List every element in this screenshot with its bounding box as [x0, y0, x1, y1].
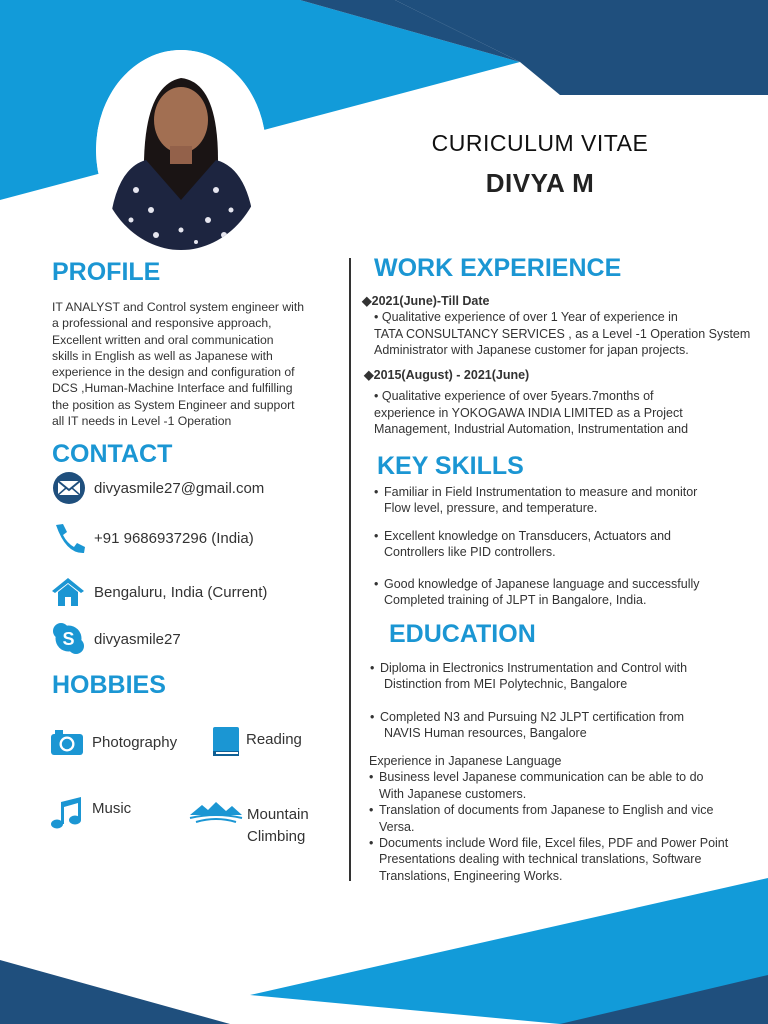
- diamond-bullet-icon: ◆: [364, 368, 374, 382]
- music-note-icon: [50, 796, 84, 830]
- hobby-label: Photography: [92, 733, 178, 751]
- japanese-experience-heading: Experience in Japanese Language: [369, 754, 562, 768]
- hobby-label: Music: [92, 799, 132, 817]
- hobby-label: Reading: [246, 730, 302, 748]
- email-link[interactable]: divyasmile27@gmail.com: [94, 479, 265, 497]
- skype-icon: [52, 622, 88, 656]
- job-period: 2021(June)-Till Date: [371, 294, 490, 308]
- profile-text: IT ANALYST and Control system engineer with a professional and responsive approach, Excellent written and oral communication skills in English as well as Japanese with experience in the design and configuration of DCS ,Human-Machine Interface and fulfilling the position as System Engineer and support all IT needs in Level -1 Operation: [52, 300, 304, 429]
- skill-item: • Good knowledge of Japanese language and successfully Completed training of JLPT in Bangalore, India.: [372, 576, 757, 609]
- book-icon: [210, 726, 242, 758]
- candidate-name: DIVYA M: [485, 168, 595, 198]
- document-title: CURICULUM VITAE: [431, 130, 649, 156]
- skype-text: divyasmile27: [94, 630, 181, 648]
- skill-item: • Excellent knowledge on Transducers, Actuators and Controllers like PID controllers.: [372, 528, 757, 561]
- profile-heading: PROFILE: [52, 258, 161, 286]
- profile-photo: [96, 50, 266, 250]
- education-item: • Completed N3 and Pursuing N2 JLPT certification from NAVIS Human resources, Bangalore: [368, 709, 758, 742]
- job-entry-tcs: ◆2021(June)-Till Date • Qualitative experience of over 1 Year of experience in TATA CONSULTANCY SERVICES , as a Level -1 Operation System Administrator with Japanese customer for japan projects.: [362, 294, 751, 358]
- location-text: Bengaluru, India (Current): [94, 583, 268, 601]
- contact-email: [52, 472, 264, 504]
- contact-location: [52, 576, 267, 608]
- column-divider: [349, 258, 351, 881]
- phone-icon: [52, 522, 88, 554]
- mountain-icon: [188, 800, 244, 829]
- svg-text:S: S: [62, 629, 75, 649]
- envelope-icon: [52, 472, 88, 504]
- home-icon: [52, 576, 88, 608]
- hobby-reading: [210, 726, 302, 758]
- camera-icon: [50, 728, 84, 756]
- work-experience-heading: WORK EXPERIENCE: [374, 254, 622, 282]
- job-entry-yokogawa: ◆2015(August) - 2021(June) • Qualitative experience of over 5years.7months of experience in YOKOGAWA INDIA LIMITED as a Project Management, Industrial Automation, Instrumentation and: [364, 368, 689, 437]
- education-heading: EDUCATION: [389, 620, 536, 648]
- key-skills-heading: KEY SKILLS: [377, 452, 524, 480]
- japanese-experience-section: Experience in Japanese Language • Business level Japanese communication can be able to do With Japanese customers. • Translation of documents from Japanese to English and vice Versa. • Documents include Word file, Excel files, PDF and Power Point Presentations dealing with technical translations, Software Translations, Engineering Works.: [369, 753, 759, 884]
- contact-skype: [52, 622, 181, 656]
- hobby-music: [50, 796, 131, 830]
- hobby-mountain-climbing: Mountain Climbing: [247, 806, 309, 845]
- contact-heading: CONTACT: [52, 440, 173, 468]
- phone-text: +91 9686937296 (India): [94, 529, 254, 547]
- education-item: • Diploma in Electronics Instrumentation and Control with Distinction from MEI Polytechnic, Bangalore: [368, 660, 758, 693]
- hobbies-heading: HOBBIES: [52, 671, 166, 699]
- skill-item: • Familiar in Field Instrumentation to measure and monitor Flow level, pressure, and temperature.: [372, 484, 757, 517]
- hobby-photography: [50, 728, 177, 756]
- contact-phone: [52, 522, 254, 554]
- diamond-bullet-icon: ◆: [362, 294, 372, 308]
- job-period: 2015(August) - 2021(June): [373, 368, 530, 382]
